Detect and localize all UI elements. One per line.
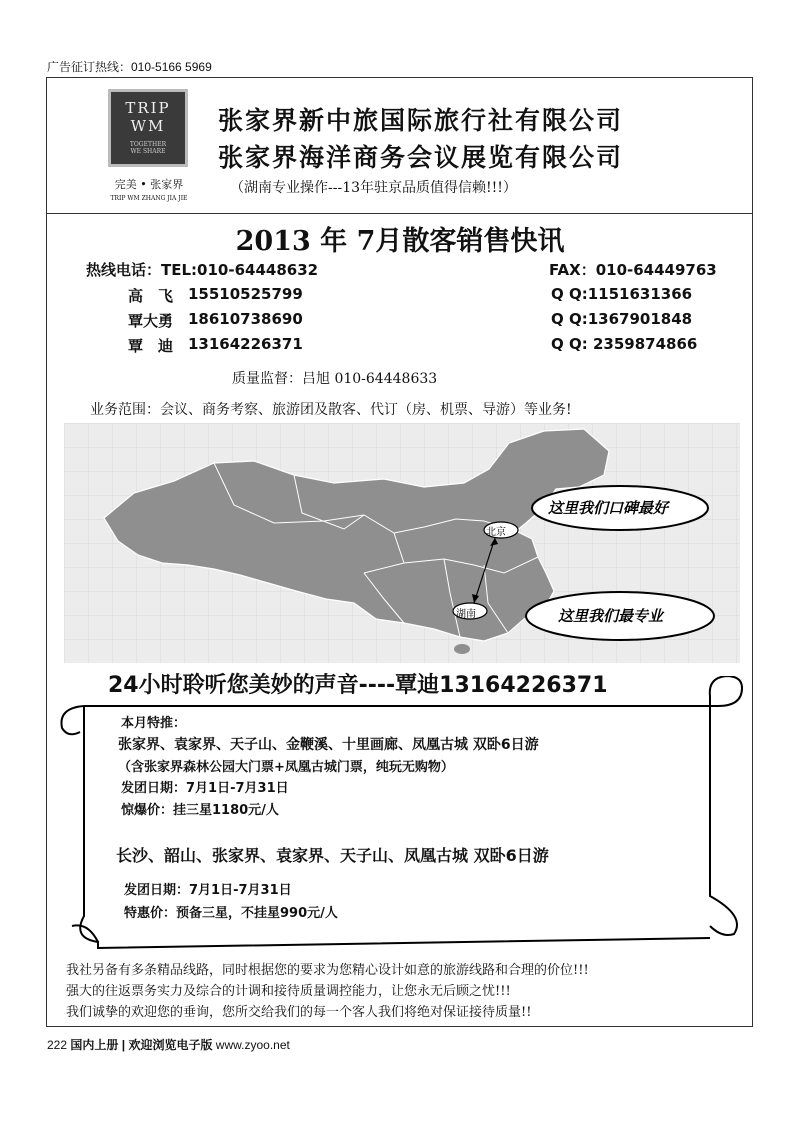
- note-line-3: 我们诚挚的欢迎您的垂询，您所交给我们的每一个客人我们将绝对保证接待质量!!: [66, 1005, 532, 1020]
- contact-qq-1: Q Q:1151631366: [551, 285, 693, 303]
- promo-price-1: 惊爆价：挂三星1180元/人: [121, 803, 279, 818]
- logo-caption-cn: 完美 • 张家界: [114, 178, 184, 191]
- promo-route-1: 张家界、袁家界、天子山、金鞭溪、十里画廊、凤凰古城 双卧6日游: [118, 737, 539, 753]
- header-divider: [47, 213, 752, 214]
- contact-qq-2: Q Q:1367901848: [551, 310, 693, 328]
- company-name-1: 张家界新中旅国际旅行社有限公司: [218, 106, 624, 135]
- contact-name-1: 高 飞: [128, 287, 174, 305]
- ad-hotline: 广告征订热线：010-5166 5969: [47, 60, 212, 74]
- logo-text-wm: WM: [130, 117, 166, 135]
- page-footer: [47, 1036, 290, 1053]
- contact-phone-1: 15510525799: [188, 285, 303, 303]
- china-map-graphic: [64, 423, 740, 663]
- logo-tag1: TOGETHER: [129, 141, 167, 148]
- promo-date-2: 发团日期：7月1日-7月31日: [124, 883, 292, 898]
- contact-phone-2: 18610738690: [188, 310, 303, 328]
- beijing-label: 北京: [486, 527, 506, 538]
- promo-route-2: 长沙、韶山、张家界、袁家界、天子山、凤凰古城 双卧6日游: [116, 846, 549, 865]
- section-name: 国内上册: [70, 1038, 119, 1052]
- note-line-2: 强大的往返票务实力及综合的计调和接待质量调控能力，让您永无后顾之忧!!!: [66, 984, 511, 999]
- china-map: [64, 423, 740, 663]
- voice-headline: 24小时聆听您美妙的声音----覃迪13164226371: [108, 673, 608, 698]
- quality-supervisor: 质量监督：吕旭 010-64448633: [232, 371, 438, 387]
- browse-text: 欢迎浏览电子版: [128, 1038, 213, 1052]
- logo-text-trip: TRIP: [125, 99, 171, 117]
- contact-qq-3: Q Q: 2359874866: [551, 335, 698, 353]
- logo-tagline: [111, 141, 185, 155]
- hotline-tel: 热线电话：TEL:010-64448632: [86, 261, 319, 279]
- bubble-professional: 这里我们最专业: [558, 607, 664, 625]
- contact-name-2: 覃大勇: [128, 312, 174, 330]
- footer-url[interactable]: www.zyoo.net: [215, 1038, 290, 1052]
- logo-caption-en: TRIP WM ZHANG JIA JIE: [110, 195, 188, 202]
- business-scope: 业务范围：会议、商务考察、旅游团及散客、代订（房、机票、导游）等业务!: [90, 402, 572, 418]
- page-title: 2013 年 7月散客销售快讯: [235, 226, 565, 257]
- bubble-reputation: 这里我们口碑最好: [548, 499, 669, 517]
- promo-heading: 本月特推：: [121, 716, 187, 731]
- company-slogan: （湖南专业操作---13年驻京品质值得信赖!!!）: [230, 180, 517, 196]
- footer-divider: |: [121, 1038, 126, 1052]
- promo-date-1: 发团日期：7月1日-7月31日: [121, 781, 289, 796]
- logo-tag2: WE SHARE: [130, 148, 166, 155]
- fax-number: FAX：010-64449763: [549, 261, 717, 279]
- contact-phone-3: 13164226371: [188, 335, 303, 353]
- company-name-2: 张家界海洋商务会议展览有限公司: [218, 143, 624, 172]
- company-logo: [108, 89, 188, 167]
- hunan-label: 湖南: [456, 609, 476, 620]
- contact-name-3: 覃 迪: [128, 337, 174, 355]
- promo-price-2: 特惠价：预备三星，不挂星990元/人: [124, 906, 338, 921]
- note-line-1: 我社另备有多条精品线路，同时根据您的要求为您精心设计如意的旅游线路和合理的价位!!!: [66, 963, 589, 978]
- page-number: 222: [47, 1038, 68, 1052]
- promo-note-1: （含张家界森林公园大门票+凤凰古城门票，纯玩无购物）: [118, 760, 454, 775]
